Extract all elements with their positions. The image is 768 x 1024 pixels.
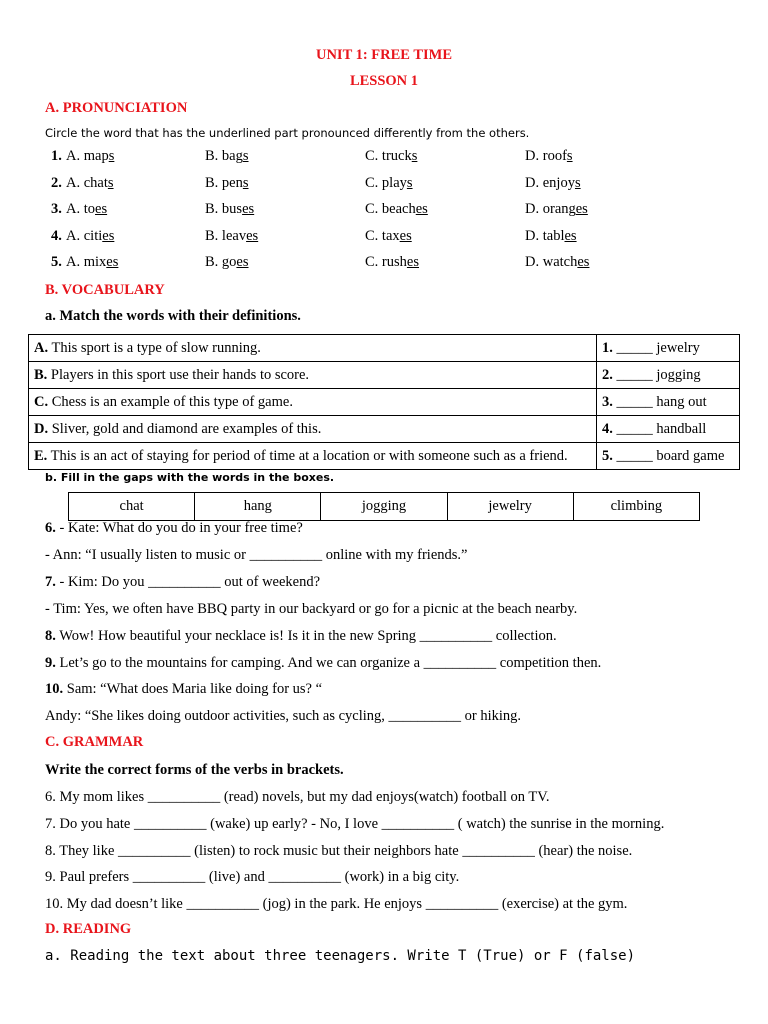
option-letter: A. [66, 148, 81, 164]
option-letter: D. [525, 174, 540, 191]
fill-line [45, 628, 557, 645]
answer-option [365, 148, 417, 165]
option-underlined-part: s [107, 174, 114, 191]
option-letter: B. [205, 201, 219, 217]
option-word-stem: beach [381, 201, 416, 217]
definition-text: This is an act of staying for period of time at a location or with someone such as a friend. [47, 447, 568, 464]
word-number: 3. [602, 393, 613, 410]
option-word-stem: truck [381, 148, 412, 164]
definition-cell [29, 362, 597, 389]
option-underlined-part: es [102, 227, 115, 244]
grammar-line: 7. Do you hate __________ (wake) up early? - No, I love __________ ( watch) the sunrise in the morning. [45, 815, 665, 832]
word-cell [597, 335, 740, 362]
definition-letter: C. [34, 393, 49, 410]
word-text: _____ handball [612, 420, 707, 437]
option-letter: D. [525, 148, 540, 164]
fill-line-text: Wow! How beautiful your necklace is! Is it in the new Spring __________ collection. [55, 628, 557, 644]
word-box-item: jogging [321, 493, 447, 521]
word-box-item: hang [195, 493, 321, 521]
grammar-heading: C. GRAMMAR [45, 734, 144, 750]
option-underlined-part: es [415, 201, 428, 217]
option-letter: A. [66, 174, 81, 191]
word-number: 2. [602, 366, 613, 383]
option-letter: D. [525, 201, 540, 217]
answer-option [365, 175, 413, 192]
option-underlined-part: es [577, 254, 590, 270]
option-word-stem: citi [83, 227, 103, 244]
option-underlined-part: s [242, 148, 249, 164]
option-word-stem: orang [542, 201, 576, 217]
answer-option [66, 175, 114, 192]
word-box-item: jewelry [447, 493, 573, 521]
fill-line-number: 10. [45, 681, 64, 697]
answer-option [205, 228, 258, 245]
fill-line-text: - Kim: Do you __________ out of weekend? [55, 574, 321, 590]
definition-cell [29, 416, 597, 443]
answer-option [525, 254, 589, 271]
grammar-line: 9. Paul prefers __________ (live) and __________ (work) in a big city. [45, 869, 460, 886]
word-text: _____ jewelry [612, 339, 700, 356]
fill-line-text: Sam: “What does Maria like doing for us? “ [63, 681, 323, 697]
pronunciation-heading: A. PRONUNCIATION [45, 100, 188, 116]
fill-line-text: - Kate: What do you do in your free time? [55, 520, 303, 536]
answer-option [365, 254, 419, 271]
answer-option [365, 228, 412, 245]
vocabulary-part-a: a. Match the words with their definitions. [45, 308, 301, 324]
fill-line [45, 574, 320, 591]
option-underlined-part: es [242, 201, 255, 217]
fill-line-number: 6. [45, 520, 56, 536]
definition-text: Chess is an example of this type of game. [48, 393, 293, 410]
question-number: 3. [51, 201, 62, 217]
word-cell [597, 362, 740, 389]
option-letter: C. [365, 201, 379, 217]
reading-heading: D. READING [45, 921, 132, 937]
answer-option [66, 148, 114, 165]
option-word-stem: go [221, 254, 237, 270]
definition-letter: B. [34, 366, 48, 383]
fill-line [45, 655, 601, 672]
option-letter: B. [205, 148, 219, 164]
option-letter: C. [365, 227, 379, 244]
answer-option [525, 201, 588, 218]
option-underlined-part: s [574, 174, 581, 191]
option-letter: B. [205, 227, 219, 244]
fill-line-text: Andy: “She likes doing outdoor activities, such as cycling, __________ or hiking. [45, 708, 522, 724]
match-row [29, 362, 740, 389]
option-underlined-part: es [399, 227, 412, 244]
option-word-stem: bag [221, 148, 243, 164]
word-box-item: climbing [573, 493, 699, 521]
option-letter: A. [66, 254, 81, 270]
question-number: 5. [51, 254, 62, 270]
fill-line-number: 8. [45, 628, 56, 644]
option-word-stem: roof [542, 148, 567, 164]
definition-cell [29, 335, 597, 362]
word-text: _____ jogging [612, 366, 701, 383]
definition-cell [29, 443, 597, 470]
answer-option [205, 201, 254, 218]
reading-instruction: a. Reading the text about three teenagers. Write T (True) or F (false) [45, 948, 636, 964]
option-underlined-part: s [108, 148, 115, 164]
unit-title: UNIT 1: FREE TIME [315, 47, 453, 63]
word-box-item: chat [69, 493, 195, 521]
question-number: 2. [51, 174, 62, 191]
option-underlined-part: s [566, 148, 573, 164]
word-box [68, 492, 700, 521]
option-word-stem: mix [83, 254, 107, 270]
definition-letter: E. [34, 447, 48, 464]
word-cell [597, 389, 740, 416]
word-number: 1. [602, 339, 613, 356]
answer-option [205, 254, 249, 271]
fill-line-number: 9. [45, 655, 56, 671]
vocabulary-heading: B. VOCABULARY [45, 282, 165, 298]
lesson-title: LESSON 1 [349, 73, 419, 89]
answer-option [205, 148, 249, 165]
pronunciation-instruction: Circle the word that has the underlined part pronounced differently from the others. [45, 126, 530, 140]
word-text: _____ board game [612, 447, 725, 464]
answer-option [66, 228, 114, 245]
fill-line [45, 520, 303, 537]
definition-letter: D. [34, 420, 49, 437]
option-word-stem: tabl [542, 227, 565, 244]
answer-option [66, 254, 118, 271]
match-row [29, 443, 740, 470]
option-word-stem: tax [381, 227, 400, 244]
option-letter: A. [66, 227, 81, 244]
option-letter: A. [66, 201, 81, 217]
option-word-stem: chat [83, 174, 108, 191]
match-row [29, 389, 740, 416]
grammar-line: 10. My dad doesn’t like __________ (jog) in the park. He enjoys __________ (exercise) at the gym. [45, 896, 628, 913]
option-letter: C. [365, 174, 379, 191]
grammar-instruction: Write the correct forms of the verbs in brackets. [45, 762, 344, 778]
option-word-stem: to [83, 201, 96, 217]
fill-line-text: Let’s go to the mountains for camping. And we can organize a __________ competition then. [55, 655, 602, 671]
question-number: 1. [51, 148, 62, 164]
option-underlined-part: es [246, 227, 259, 244]
option-underlined-part: es [575, 201, 588, 217]
option-letter: C. [365, 254, 379, 270]
option-letter: D. [525, 227, 540, 244]
option-word-stem: play [381, 174, 407, 191]
definition-text: This sport is a type of slow running. [48, 339, 261, 356]
definition-text: Players in this sport use their hands to score. [47, 366, 310, 383]
question-number: 4. [51, 227, 62, 244]
definition-letter: A. [34, 339, 49, 356]
fill-line-text: - Tim: Yes, we often have BBQ party in our backyard or go for a picnic at the beach nearby. [45, 601, 578, 617]
word-cell [597, 443, 740, 470]
fill-line [45, 681, 322, 698]
answer-option [525, 228, 577, 245]
option-underlined-part: s [411, 148, 418, 164]
word-text: _____ hang out [612, 393, 707, 410]
match-row [29, 416, 740, 443]
fill-line [45, 601, 577, 618]
option-word-stem: leav [221, 227, 247, 244]
option-word-stem: rush [381, 254, 407, 270]
answer-option [365, 201, 428, 218]
word-cell [597, 416, 740, 443]
word-number: 4. [602, 420, 613, 437]
fill-line-number: 7. [45, 574, 56, 590]
definition-text: Sliver, gold and diamond are examples of this. [48, 420, 322, 437]
answer-option [525, 148, 573, 165]
option-letter: B. [205, 174, 219, 191]
answer-option [525, 175, 581, 192]
answer-option [205, 175, 249, 192]
option-word-stem: bus [221, 201, 243, 217]
fill-line [45, 708, 521, 725]
option-underlined-part: es [406, 254, 419, 270]
match-row [29, 335, 740, 362]
option-word-stem: pen [221, 174, 243, 191]
vocabulary-part-b: b. Fill in the gaps with the words in the boxes. [45, 471, 335, 484]
fill-line-text: - Ann: “I usually listen to music or __________ online with my friends.” [45, 547, 468, 563]
word-number: 5. [602, 447, 613, 464]
option-word-stem: map [83, 148, 109, 164]
answer-option [66, 201, 107, 218]
option-underlined-part: es [236, 254, 249, 270]
fill-line [45, 547, 467, 564]
grammar-line: 6. My mom likes __________ (read) novels, but my dad enjoys(watch) football on TV. [45, 789, 550, 805]
option-word-stem: enjoy [542, 174, 575, 191]
match-table [28, 334, 740, 470]
option-underlined-part: es [564, 227, 577, 244]
option-underlined-part: es [106, 254, 119, 270]
option-letter: C. [365, 148, 379, 164]
definition-cell [29, 389, 597, 416]
option-word-stem: watch [542, 254, 578, 270]
option-underlined-part: s [242, 174, 249, 191]
grammar-line: 8. They like __________ (listen) to rock music but their neighbors hate __________ (hear) the noise. [45, 842, 633, 859]
option-letter: B. [205, 254, 219, 270]
option-underlined-part: es [95, 201, 108, 217]
option-underlined-part: s [406, 174, 413, 191]
option-letter: D. [525, 254, 540, 270]
